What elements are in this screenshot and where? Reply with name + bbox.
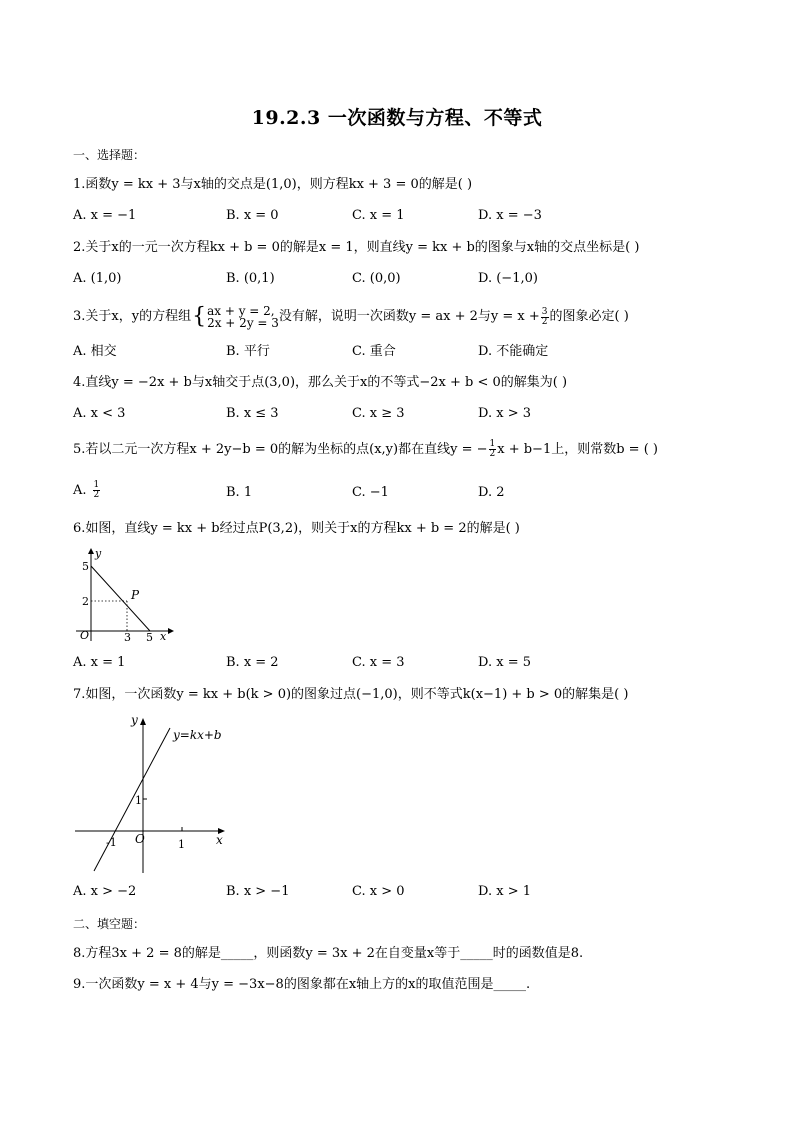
question-3-stem-start: 3.关于x，y的方程组 <box>73 309 192 324</box>
fraction-denominator: 2 <box>489 449 496 459</box>
question-6-option-d: D. x = 5 <box>478 655 531 670</box>
question-5-option-a <box>73 481 100 500</box>
question-6-option-c: C. x = 3 <box>352 655 405 670</box>
question-3-option-c: C. 重合 <box>352 344 396 359</box>
fraction-numerator: 1 <box>489 439 496 449</box>
question-3-option-a: A. 相交 <box>73 344 117 359</box>
question-4-stem: 4.直线y = −2x + b与x轴交于点(3,0)，那么关于x的不等式−2x + b < 0的解集为( ) <box>73 375 568 390</box>
y-axis-arrow <box>88 548 94 554</box>
system-equation-1: ax + y = 2, <box>207 304 275 318</box>
y-tick-2: 2 <box>82 595 89 608</box>
system-equation-2: 2x + 2y = 3 <box>207 316 279 330</box>
question-2-option-d: D. (−1,0) <box>478 271 538 286</box>
y-axis-arrow <box>140 718 146 725</box>
question-2-stem: 2.关于x的一元一次方程kx + b = 0的解是x = 1，则直线y = kx + b的图象与x轴的交点坐标是( ) <box>73 240 640 255</box>
function-line-label: y=kx+b <box>173 728 222 742</box>
question-8-stem: 8.方程3x + 2 = 8的解是_____，则函数y = 3x + 2在自变量x等于_____时的函数值是8. <box>73 946 584 961</box>
question-2-option-c: C. (0,0) <box>352 271 401 286</box>
question-3-stem-end: 的图象必定( ) <box>549 309 629 324</box>
function-line <box>94 728 170 871</box>
question-1-option-d: D. x = −3 <box>478 208 542 223</box>
fraction-three-halves <box>541 308 549 327</box>
question-5-stem-start: 5.若以二元一次方程x + 2y−b = 0的解为坐标的点(x,y)都在直线y = − <box>73 441 488 457</box>
question-5-option-b: B. 1 <box>226 485 253 500</box>
y-tick-5: 5 <box>82 560 89 573</box>
fraction-numerator: 3 <box>541 306 548 317</box>
question-4-option-a: A. x < 3 <box>73 406 126 421</box>
function-line <box>91 566 150 631</box>
question-3-stem <box>73 305 629 329</box>
question-1-option-c: C. x = 1 <box>352 208 405 223</box>
fraction-one-half <box>489 440 497 459</box>
question-4-option-d: D. x > 3 <box>478 406 531 421</box>
question-6-option-a: A. x = 1 <box>73 655 126 670</box>
origin-label: O <box>80 629 90 642</box>
fraction-denominator: 2 <box>541 316 548 327</box>
question-3-option-d: D. 不能确定 <box>478 344 549 359</box>
section-heading-multiple-choice: 一、选择题： <box>73 148 146 162</box>
question-7-option-c: C. x > 0 <box>352 884 405 899</box>
fraction-numerator: 1 <box>93 480 100 490</box>
question-3-stem-middle: 没有解，说明一次函数y = ax + 2与y = x + <box>278 309 540 324</box>
question-9-stem: 9.一次函数y = x + 4与y = −3x−8的图象都在x轴上方的x的取值范围是_____. <box>73 977 531 992</box>
fraction-denominator: 2 <box>93 490 100 500</box>
origin-label: O <box>135 832 145 846</box>
question-5-option-c: C. −1 <box>352 485 389 500</box>
y-axis-label: y <box>131 713 138 727</box>
question-5-option-d: D. 2 <box>478 485 505 500</box>
x-axis-arrow <box>168 628 174 634</box>
question-7-stem: 7.如图，一次函数y = kx + b(k > 0)的图象过点(−1,0)，则不等式k(x−1) + b > 0的解集是( ) <box>73 687 629 702</box>
y-axis-label: y <box>95 547 102 560</box>
question-6-graph <box>70 544 180 648</box>
fraction-one-half <box>93 481 101 500</box>
section-heading-fill-in: 二、填空题： <box>73 917 146 931</box>
question-1-stem: 1.函数y = kx + 3与x轴的交点是(1,0)，则方程kx + 3 = 0的解是( ) <box>73 177 473 192</box>
question-7-option-a: A. x > −2 <box>73 884 137 899</box>
question-4-option-b: B. x ≤ 3 <box>226 406 279 421</box>
x-tick-1: 1 <box>178 838 185 851</box>
y-tick-1: 1 <box>135 794 142 807</box>
system-brace: { <box>192 304 207 329</box>
x-tick-5: 5 <box>146 631 153 644</box>
question-6-stem: 6.如图，直线y = kx + b经过点P(3,2)，则关于x的方程kx + b = 2的解是( ) <box>73 521 520 536</box>
page-title: 19.2.3 一次函数与方程、不等式 <box>251 107 543 129</box>
question-2-option-a: A. (1,0) <box>73 271 122 286</box>
question-7-option-d: D. x > 1 <box>478 884 531 899</box>
question-7-option-b: B. x > −1 <box>226 884 290 899</box>
x-tick-3: 3 <box>124 631 131 644</box>
question-1-option-b: B. x = 0 <box>226 208 279 223</box>
question-6-option-b: B. x = 2 <box>226 655 279 670</box>
question-1-option-a: A. x = −1 <box>73 208 137 223</box>
question-4-option-c: C. x ≥ 3 <box>352 406 405 421</box>
question-7-graph <box>70 708 240 882</box>
x-axis-label: x <box>160 630 167 643</box>
question-3-option-b: B. 平行 <box>226 344 270 359</box>
equation-system <box>207 305 279 329</box>
x-tick-neg-1: -1 <box>106 836 117 849</box>
x-axis-label: x <box>216 833 223 847</box>
question-5-stem <box>73 440 658 459</box>
question-2-option-b: B. (0,1) <box>226 271 275 286</box>
option-a-letter: A. <box>73 482 87 498</box>
question-5-stem-end: x + b−1上，则常数b = ( ) <box>497 441 658 457</box>
point-p-label: P <box>131 588 140 602</box>
